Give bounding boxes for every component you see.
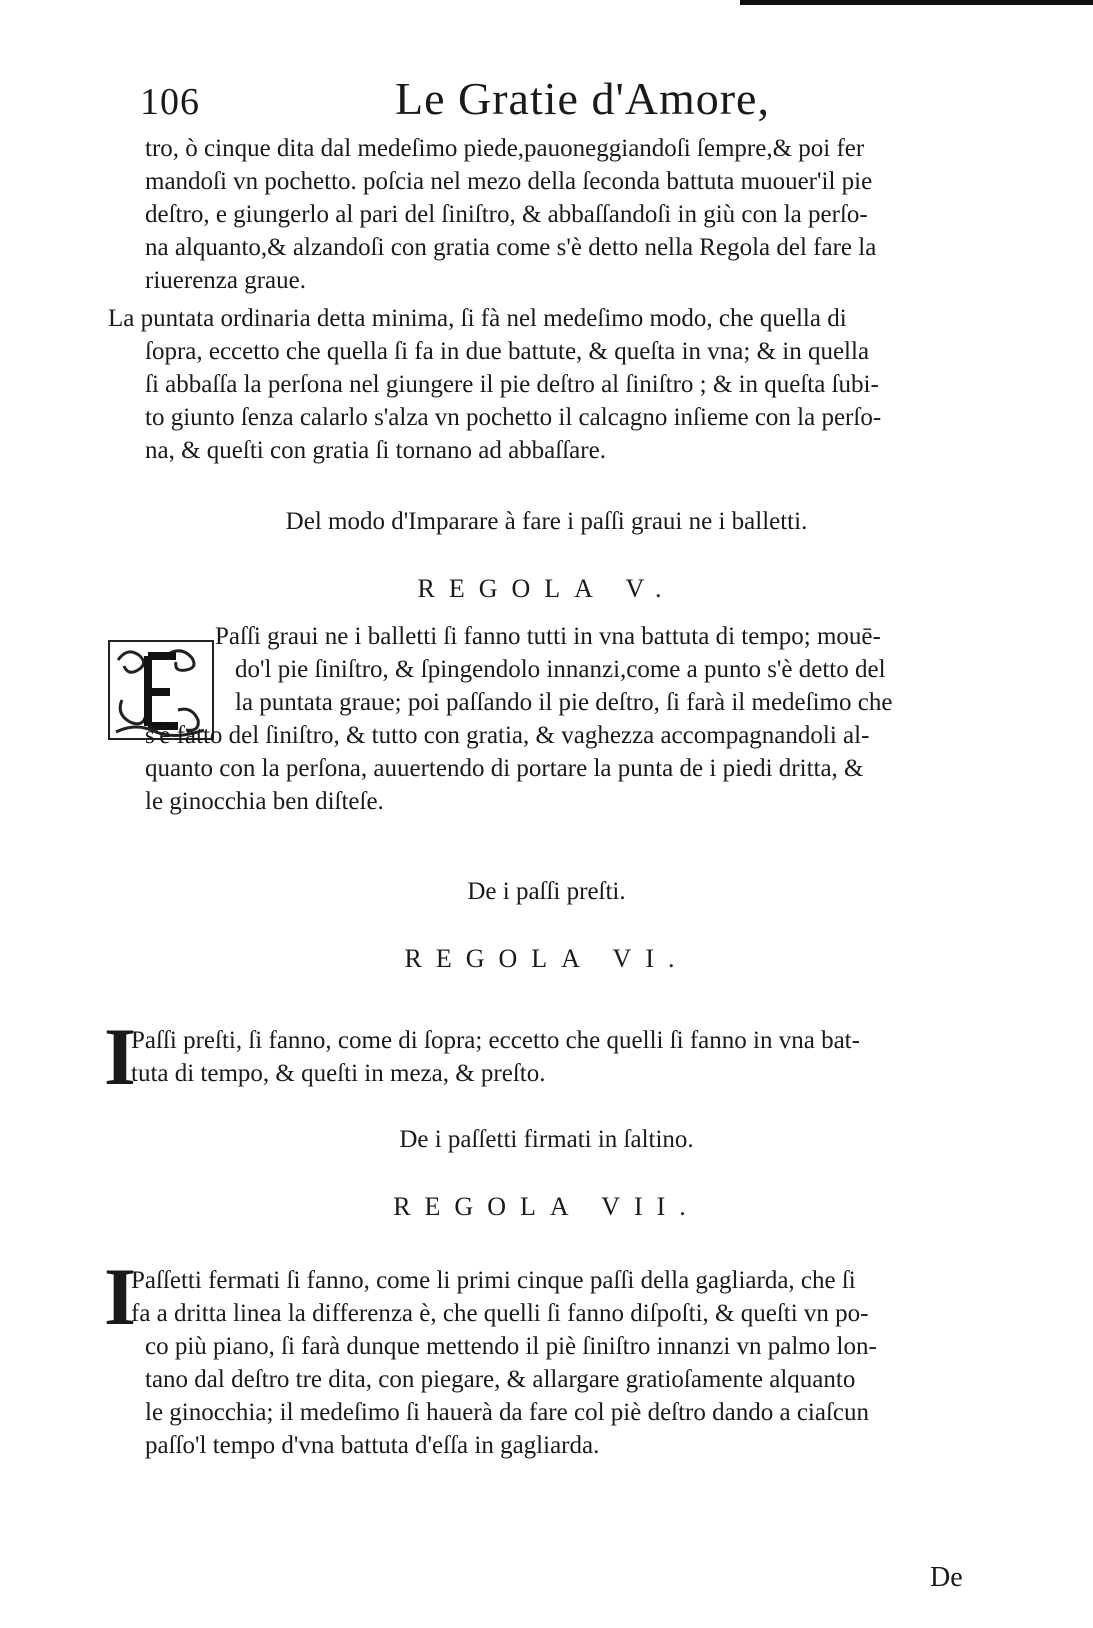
- text-line: la puntata graue; poi paſſando il pie deſtro, ſi farà il medeſimo che: [235, 689, 893, 716]
- text-line: le ginocchia; il medeſimo ſi hauerà da fare col piè deſtro dando a ciaſcun: [145, 1399, 869, 1426]
- text-line: Paſſi graui ne i balletti ſi fanno tutti in vna battuta di tempo; mouē-: [215, 623, 881, 650]
- running-title: Le Gratie d'Amore,: [395, 73, 770, 124]
- text-line: do'l pie ſiniſtro, & ſpingendolo innanzi,come a punto s'è detto del: [235, 656, 886, 683]
- section5-paragraph-indented: [215, 620, 1015, 719]
- section-title-5: Del modo d'Imparare à fare i paſſi graui ne i balletti.: [285, 508, 808, 535]
- text-line: fa a dritta linea la differenza è, che quelli ſi fanno diſpoſti, & queſti vn po-: [131, 1300, 869, 1327]
- text-line: deſtro, e giungerlo al pari del ſiniſtro, & abbaſſandoſi in giù con la perſo-: [145, 201, 868, 228]
- text-line: co più piano, ſi farà dunque mettendo il piè ſiniſtro innanzi vn palmo lon-: [145, 1333, 877, 1360]
- section6-paragraph: [131, 1024, 1011, 1090]
- continuation-paragraph: [145, 132, 1015, 297]
- regola-heading-7: REGOLA VII.: [393, 1192, 700, 1221]
- section-title-6: De i paſſi preſti.: [467, 878, 626, 905]
- section7-paragraph: [145, 1330, 1015, 1462]
- puntata-paragraph: [108, 302, 1013, 467]
- text-line: na alquanto,& alzandoſi con gratia come s'è detto nella Regola del fare la: [145, 234, 877, 261]
- text-line: tuta di tempo, & queſti in meza, & preſto.: [131, 1060, 546, 1087]
- initial-letter: I: [104, 1011, 136, 1102]
- section7-paragraph-indented: [131, 1264, 1011, 1330]
- text-line: to giunto ſenza calarlo s'alza vn pochetto il calcagno inſieme con la perſo-: [145, 404, 882, 431]
- text-line: tro, ò cinque dita dal medeſimo piede,pauoneggiandoſi ſempre,& poi fer: [145, 135, 865, 162]
- text-line: ſi abbaſſa la perſona nel giungere il pie deſtro al ſiniſtro ; & in queſta ſubi-: [145, 371, 879, 398]
- section5-paragraph: [145, 719, 1015, 818]
- text-line: Paſſi preſti, ſi fanno, come di ſopra; eccetto che quelli ſi fanno in vna bat-: [131, 1027, 860, 1054]
- text-line: paſſo'l tempo d'vna battuta d'eſſa in gagliarda.: [145, 1432, 600, 1459]
- section-title-7: De i paſſetti firmati in ſaltino.: [399, 1126, 694, 1153]
- text-line: mandoſi vn pochetto. poſcia nel mezo della ſeconda battuta muouer'il pie: [145, 168, 873, 195]
- text-line: na, & queſti con gratia ſi tornano ad abbaſſare.: [145, 437, 606, 464]
- regola-heading-6: REGOLA VI.: [404, 944, 689, 973]
- text-line: Paſſetti fermati ſi fanno, come li primi cinque paſſi della gagliarda, che ſi: [131, 1267, 856, 1294]
- running-head: [140, 72, 1000, 128]
- initial-letter: I: [104, 1251, 136, 1342]
- page-number: 106: [140, 81, 200, 123]
- text-line: tano dal deſtro tre dita, con piegare, & allargare gratioſamente alquanto: [145, 1366, 856, 1393]
- text-line: La puntata ordinaria detta minima, ſi fà nel medeſimo modo, che quella di: [108, 305, 847, 332]
- regola-heading-5: REGOLA V.: [417, 574, 676, 603]
- text-line: s'è fatto del ſiniſtro, & tutto con gratia, & vaghezza accompagnandoli al-: [145, 722, 870, 749]
- text-line: quanto con la perſona, auuertendo di portare la punta de i piedi dritta, &: [145, 755, 864, 782]
- text-line: riuerenza graue.: [145, 267, 306, 294]
- text-line: ſopra, eccetto che quella ſi fa in due battute, & queſta in vna; & in quella: [145, 338, 870, 365]
- text-line: le ginocchia ben diſteſe.: [145, 788, 384, 815]
- catchword: De: [930, 1562, 963, 1593]
